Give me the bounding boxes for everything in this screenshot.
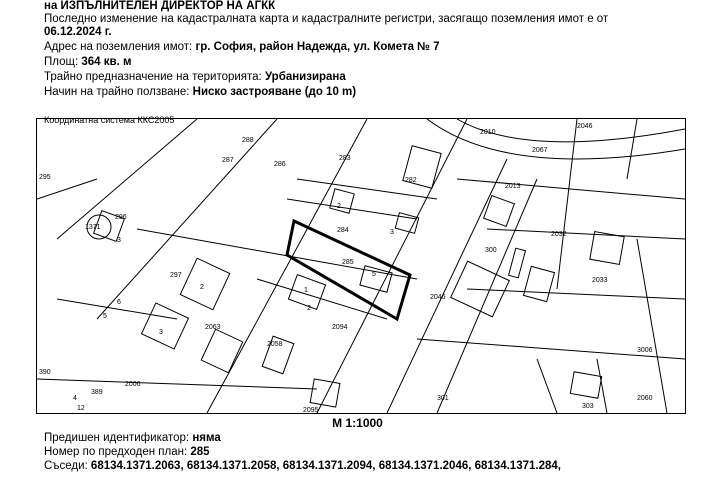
- map-label: 297: [170, 272, 182, 279]
- map-label: 300: [485, 247, 497, 254]
- map-label: 2: [337, 203, 341, 210]
- usage-value: Ниско застрояване (до 10 m): [192, 86, 357, 98]
- address-row: [44, 41, 440, 54]
- map-label: 6: [117, 299, 121, 306]
- usage-label: Начин на трайно ползване:: [44, 86, 190, 98]
- map-label: 284: [337, 227, 349, 234]
- prev-id-row: [44, 432, 221, 445]
- map-label: 2060: [637, 395, 653, 402]
- coordinate-system-caption: Координатна система ККС2005: [44, 115, 175, 125]
- map-label: 282: [405, 177, 417, 184]
- purpose-value: Урбанизирана: [264, 71, 346, 83]
- map-label: 5: [103, 313, 107, 320]
- map-label: 287: [222, 157, 234, 164]
- purpose-label: Трайно предназначение на територията:: [44, 71, 262, 83]
- map-label: 296: [115, 214, 127, 221]
- neighbours-value: 68134.1371.2063, 68134.1371.2058, 68134.1371.2094, 68134.1371.2046, 68134.1371.284,: [90, 460, 561, 472]
- address-label: Адрес на поземления имот:: [44, 41, 193, 53]
- map-label: 2095: [303, 407, 319, 414]
- purpose-row: [44, 71, 346, 84]
- map-label: 2063: [205, 324, 221, 331]
- map-label: 2006: [125, 381, 141, 388]
- map-label: 288: [242, 137, 254, 144]
- map-label: 2067: [532, 147, 548, 154]
- map-label: 286: [274, 161, 286, 168]
- map-label: 2046: [430, 294, 446, 301]
- last-change-date: 06.12.2024 г.: [44, 26, 112, 38]
- map-label: 1371: [85, 224, 101, 231]
- prev-plan-label: Номер по предходен план:: [44, 446, 188, 458]
- map-label: 303: [582, 403, 594, 410]
- map-label: 3: [159, 329, 163, 336]
- map-label: 2: [307, 305, 311, 312]
- area-row: [44, 56, 131, 69]
- map-label: 2033: [592, 277, 608, 284]
- map-label: 2046: [577, 123, 593, 130]
- prev-id-value: няма: [192, 432, 221, 444]
- map-label: 2058: [267, 341, 283, 348]
- map-label: 1: [304, 287, 308, 294]
- map-label: 2: [200, 284, 204, 291]
- area-value: 364 кв. м: [81, 56, 132, 68]
- map-label: 12: [77, 405, 85, 412]
- last-change-line: Последно изменение на кадастралната карта и кадастралните регистри, засягащо поземления имот е от: [44, 13, 609, 25]
- map-label: 2013: [505, 183, 521, 190]
- map-label: 295: [39, 174, 51, 181]
- neighbours-row: [44, 460, 561, 473]
- prev-plan-row: [44, 446, 210, 459]
- prev-id-label: Предишен идентификатор:: [44, 432, 190, 444]
- cadastral-map-drawing: [37, 119, 685, 413]
- map-label: 390: [39, 369, 51, 376]
- map-label: 3: [117, 237, 121, 244]
- map-label: 285: [342, 259, 354, 266]
- map-label: 389: [91, 389, 103, 396]
- area-label: Площ:: [44, 56, 79, 68]
- map-label: 283: [339, 155, 351, 162]
- usage-row: [44, 86, 356, 99]
- map-label: 3006: [637, 347, 653, 354]
- map-scale: М 1:1000: [332, 416, 383, 430]
- issuer-line: на ИЗПЪЛНИТЕЛЕН ДИРЕКТОР НА АГКК: [44, 0, 276, 12]
- neighbours-label: Съседи:: [44, 460, 88, 472]
- map-label: 301: [437, 395, 449, 402]
- prev-plan-value: 285: [190, 446, 210, 458]
- map-label: 3: [390, 229, 394, 236]
- address-value: гр. София, район Надежда, ул. Комета № 7: [195, 41, 440, 53]
- map-label: 4: [73, 395, 77, 402]
- cadastral-map: [36, 118, 686, 414]
- map-label: 2094: [332, 324, 348, 331]
- map-label: 5: [372, 271, 376, 278]
- map-label: 2032: [551, 231, 567, 238]
- map-label: 2010: [480, 129, 496, 136]
